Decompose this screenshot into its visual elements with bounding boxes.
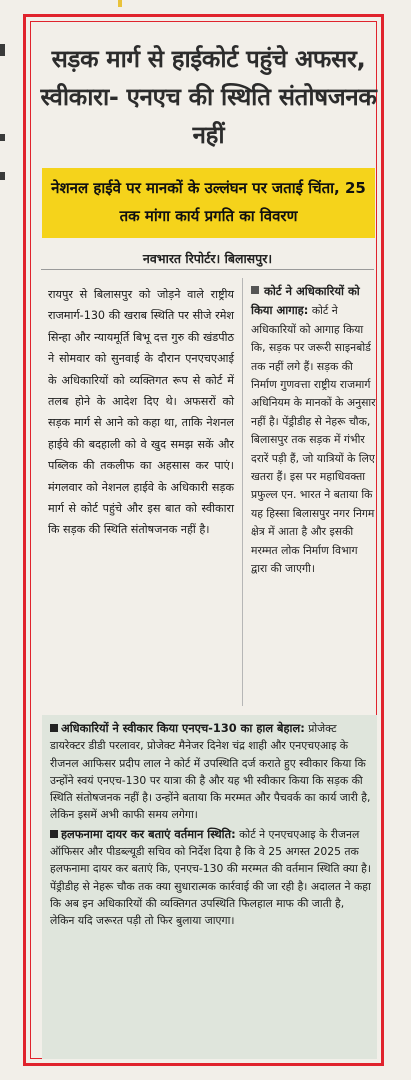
- right-column-subhead: कोर्ट ने अधिकारियों को किया आगाह:: [251, 284, 360, 318]
- article-headline: सड़क मार्ग से हाईकोर्ट पहुंचे अफसर, स्वीकारा- एनएच की स्थिति संतोषजनक नहीं: [40, 45, 377, 149]
- bullet-square-icon: [251, 286, 259, 294]
- box-p1-body: प्रोजेक्ट डायरेक्टर डीडी परलावर, प्रोजेक्ट मैनेजर दिनेश चंद्र शाही और एनएचएआइ के रीजनल आफिसर प्रदीप लाल ने कोर्ट में उपस्थिति दर्ज कराते हुए स्वीकार किया कि उन्होंने स्वयं एनएच-130 पर यात्रा की है और यह भी स्वीकार किया कि सड़क की स्थिति संतोषजनक नहीं है। उन्होंने बताया कि मरम्मत और पैचवर्क का कार्य जारी है, लेकिन इसमें अभी काफी समय लगेगा।: [50, 722, 371, 822]
- byline-rule: [41, 269, 374, 270]
- top-color-tick: [118, 0, 122, 7]
- article-byline: नवभारत रिपोर्टर। बिलासपुर।: [142, 251, 273, 266]
- left-column-text: रायपुर से बिलासपुर को जोड़ने वाले राष्ट्रीय राजमार्ग-130 की खराब स्थिति पर सीजे रमेश सिन्हा और न्यायमूर्ति बिभू दत्त गुरु की खंडपीठ ने सोमवार को सुनवाई के दौरान एनएचएआई के अधिकारियों को व्यक्तिगत रूप से कोर्ट में तलब होने के आदेश दिए थे। अफसरों को सड़क मार्ग से आने को कहा था, ताकि नेशनल हाईवे की बदहाली को वे खुद समझ सकें और पब्लिक की तकलीफ का अहसास कर पाएं। मंगलवार को नेशनल हाईवे के अधिकारी सड़क मार्ग से कोर्ट पहुंचे और इस बात को स्वीकारा कि सड़क की स्थिति संतोषजनक नहीं है।: [48, 288, 234, 537]
- box-p1-title: अधिकारियों ने स्वीकार किया एनएच-130 का हाल बेहाल:: [61, 721, 305, 735]
- article-deck: नेशनल हाईवे पर मानकों के उल्लंघन पर जताई चिंता, 25 तक मांगा कार्य प्रगति का विवरण: [42, 168, 375, 238]
- bullet-square-icon: [50, 724, 58, 732]
- box-paragraph-1: [50, 720, 371, 824]
- article-frame: [23, 14, 384, 1066]
- column-divider: [242, 278, 243, 706]
- box-paragraph-2: [50, 826, 371, 930]
- box-p2-body: कोर्ट ने एनएचएआइ के रीजनल ऑफिसर और पीडब्ल्यूडी सचिव को निर्देश दिया है कि वे 25 अगस्त 2025 तक हलफनामा दायर कर बताएं कि, एनएच-130 की मरम्मत की वर्तमान स्थिति क्या है। पेंड्रीडीह से नेहरू चौक तक क्या सुधारात्मक कार्रवाई की जा रही है। अदालत ने कहा कि अब इन अधिकारियों की व्यक्तिगत उपस्थिति फिलहाल माफ की जाती है, लेकिन यदि जरूरत पड़ी तो फिर बुलाया जाएगा।: [50, 827, 371, 928]
- left-edge-mark: [0, 134, 5, 141]
- right-column-text: कोर्ट ने अधिकारियों को आगाह किया कि, सड़क पर जरूरी साइनबोर्ड तक नहीं लगे हैं। सड़क की निर्माण गुणवत्ता राष्ट्रीय राजमार्ग अधिनियम के मानकों के अनुसार नहीं है। पेंड्रीडीह से नेहरू चौक, बिलासपुर तक सड़क में गंभीर दरारें पड़ी हैं, जो यात्रियों के लिए खतरा हैं। इस पर महाधिवक्ता प्रफुल्ल एन. भारत ने बताया कि यह हिस्सा बिलासपुर नगर निगम क्षेत्र में आता है और इसकी मरम्मत लोक निर्माण विभाग द्वारा की जाएगी।: [251, 304, 376, 576]
- left-edge-mark: [0, 172, 5, 180]
- right-column: [251, 282, 377, 579]
- left-edge-mark: [0, 44, 5, 56]
- box-p2-title: हलफनामा दायर कर बताएं वर्तमान स्थिति:: [61, 826, 236, 841]
- bullet-square-icon: [50, 830, 58, 838]
- highlight-box: [42, 715, 377, 1059]
- article-inner: [30, 21, 377, 1059]
